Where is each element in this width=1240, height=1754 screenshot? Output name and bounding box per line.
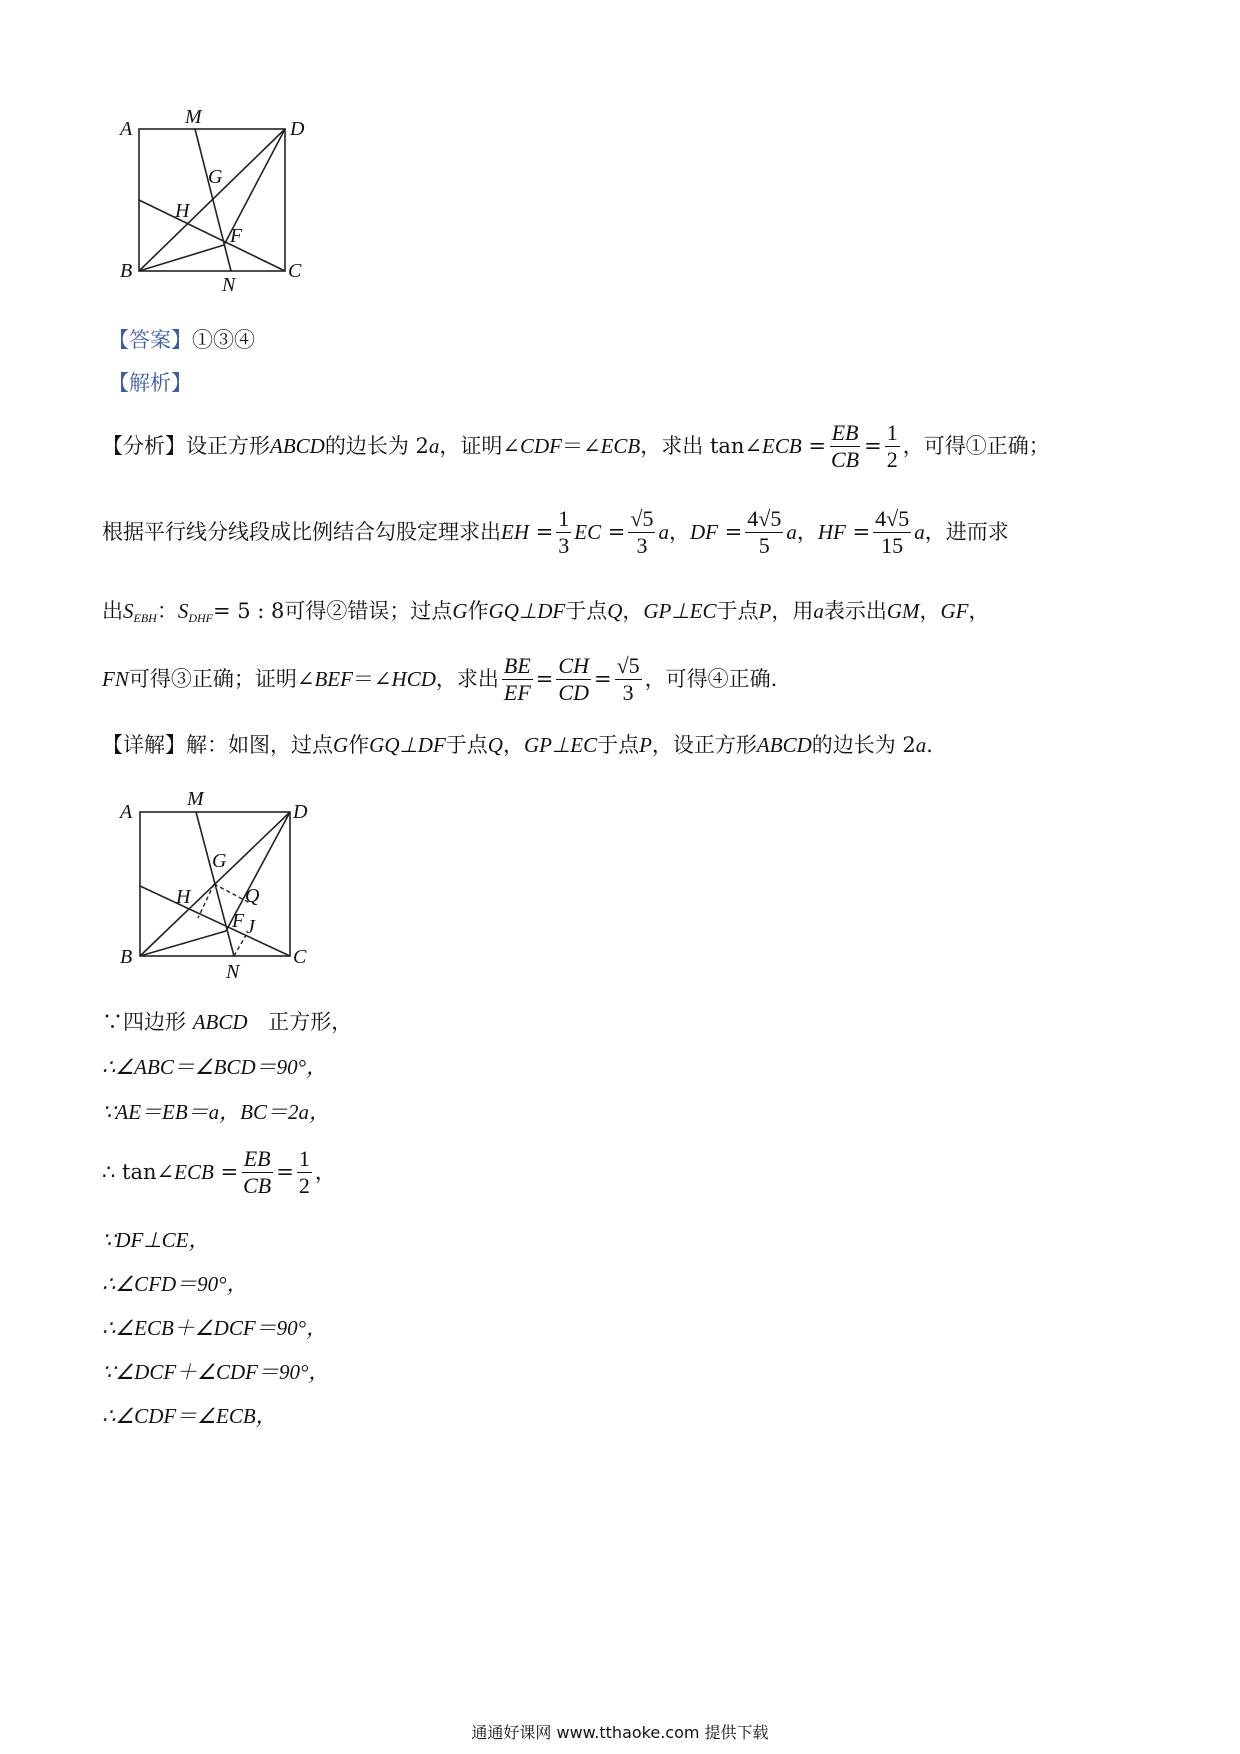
fenxi-tag: 【分析】: [102, 434, 186, 458]
text: P: [758, 598, 772, 623]
denominator: EF: [503, 680, 531, 705]
denominator: 3: [622, 680, 634, 705]
text: GM: [886, 598, 920, 623]
numerator: √5: [630, 506, 654, 531]
text: 可得②错误；过点: [284, 598, 453, 623]
label-H: H: [176, 886, 191, 908]
label-D: D: [293, 801, 308, 823]
numerator: EB: [243, 1146, 271, 1171]
text: ＝∠: [561, 434, 601, 458]
text: GF: [940, 598, 969, 623]
numerator: BE: [503, 653, 531, 678]
text: ，: [919, 598, 941, 623]
text: a: [428, 434, 440, 458]
text: ，进而求: [924, 520, 1009, 544]
text: ＝∠: [352, 667, 392, 691]
subscript: DHF: [188, 611, 213, 625]
text: EH: [501, 520, 529, 544]
text: GQ⊥DF: [369, 733, 446, 757]
text: 正方形，: [268, 1010, 353, 1034]
text: 于点: [716, 598, 759, 623]
text: ECB: [174, 1160, 214, 1184]
analysis-line-4: FN 可得③正确；证明∠ BEF ＝∠ HCD ，求出 $\frac{BE}{EF}$ = $\frac{CH}{CD}$ = $\frac{√5}{3}$ ，可得④正确.: [102, 653, 778, 705]
fraction: [615, 655, 642, 704]
fraction: [556, 655, 591, 704]
denominator: 3: [558, 533, 570, 558]
label-G: G: [212, 850, 227, 872]
text: ECB: [762, 434, 802, 458]
numerator: √5: [616, 653, 640, 678]
text: 可得③正确；证明∠: [128, 667, 315, 691]
text: 根据平行线分线段成比例结合勾股定理求出: [102, 520, 501, 544]
label-C: C: [293, 946, 307, 968]
text: ，: [796, 520, 818, 544]
text: FN: [102, 667, 129, 691]
text: 的边长为 2: [811, 733, 916, 757]
text: BEF: [314, 667, 353, 691]
denominator: 5: [758, 533, 770, 558]
step-7: ∴∠ECB＋∠DCF＝90°，: [102, 1316, 328, 1340]
text: a: [658, 520, 669, 544]
answer-line: [108, 330, 255, 351]
label-C: C: [288, 260, 302, 282]
text: HF: [817, 520, 846, 544]
text: ABCD: [756, 733, 812, 757]
text: HCD: [391, 667, 436, 691]
text: 作: [348, 733, 370, 757]
analysis-line-3: [102, 598, 990, 624]
analysis-tag: 【解析】: [108, 371, 192, 395]
text: ，: [622, 598, 644, 623]
fraction: [628, 508, 655, 557]
text: a: [786, 520, 797, 544]
fraction: [297, 1148, 312, 1197]
text: ，求出 tan∠: [640, 434, 763, 458]
text: a: [914, 520, 925, 544]
step-5: ∵DF⊥CE，: [102, 1228, 210, 1252]
denominator: 3: [636, 533, 648, 558]
numerator: EB: [831, 420, 859, 445]
text: 设正方形: [186, 434, 270, 458]
numerator: 1: [558, 506, 570, 531]
text: ：: [156, 598, 178, 623]
label-J: J: [246, 916, 255, 938]
text: ABCD: [270, 434, 325, 458]
denominator: 2: [298, 1173, 310, 1198]
label-M: M: [185, 106, 202, 128]
text: ，: [668, 520, 690, 544]
text: ，: [502, 733, 524, 757]
label-A: A: [120, 118, 133, 140]
text: DF: [689, 520, 718, 544]
fraction: [885, 422, 900, 471]
label-N: N: [226, 961, 240, 983]
step-8: ∵∠DCF＋∠CDF＝90°，: [102, 1360, 330, 1384]
text: 于点: [445, 733, 488, 757]
text: ∵四边形: [102, 1010, 186, 1034]
text: GQ⊥DF: [488, 598, 566, 623]
text: 于点: [597, 733, 640, 757]
fraction: [745, 508, 783, 557]
label-A: A: [120, 801, 133, 823]
figure-1-square-diagram: [110, 105, 360, 305]
text: ，可得①正确；: [902, 434, 1050, 458]
xiangjie-tag: 【详解】: [102, 733, 186, 757]
text: ECB: [600, 434, 641, 458]
text: a: [813, 598, 824, 623]
text: = 5 : 8: [213, 598, 285, 623]
denominator: 2: [886, 447, 898, 472]
fraction: [873, 508, 911, 557]
fraction: [241, 1148, 273, 1197]
text: CDF: [519, 434, 562, 458]
analysis-line-2: 根据平行线分线段成比例结合勾股定理求出 EH = $\frac{1}{3}$ EC = $\frac{√5}{3}$ a ， DF = $\frac{4√5}{5}$ a ， HF = $\frac{4√5}{15}$ a ，进而求: [102, 506, 1009, 558]
numerator: 4√5: [747, 506, 782, 531]
step-1: [102, 1012, 352, 1033]
subscript: EBH: [133, 611, 157, 625]
analysis-line-1: 【分析】 设正方形 ABCD 的边长为 2 a ，证明∠ CDF ＝∠ ECB ，求出 tan∠ ECB = $\frac{EB}{CB}$ = $\frac{1}{2}$ ，可得①正确；: [102, 420, 1050, 472]
text: ，求出: [435, 667, 499, 691]
label-B: B: [120, 260, 133, 282]
answer-tag: 【答案】: [108, 328, 192, 352]
label-D: D: [290, 118, 305, 140]
denominator: CB: [243, 1173, 272, 1198]
denominator: 15: [881, 533, 904, 558]
text: ABCD: [192, 1010, 248, 1034]
text: S: [177, 598, 189, 623]
text: ，用: [771, 598, 814, 623]
label-G: G: [208, 166, 223, 188]
text: S: [123, 598, 134, 623]
text: a: [915, 733, 927, 757]
fraction: [556, 508, 571, 557]
label-B: B: [120, 946, 133, 968]
text: G: [333, 733, 349, 757]
text: ，设正方形: [651, 733, 757, 757]
xiangjie-line: 【详解】 解：如图，过点 G 作 GQ⊥DF 于点 Q ， GP⊥EC 于点 P ，设正方形 ABCD 的边长为 2 a .: [102, 733, 933, 757]
label-M: M: [187, 788, 204, 810]
figure-2-square-diagram: [110, 785, 360, 985]
numerator: 4√5: [875, 506, 910, 531]
text: ∴ tan∠: [102, 1160, 175, 1184]
text: Q: [607, 598, 623, 623]
step-9: ∴∠CDF＝∠ECB，: [102, 1404, 277, 1428]
text: 的边长为 2: [324, 434, 429, 458]
numerator: 1: [298, 1146, 310, 1171]
text: 出: [102, 598, 123, 623]
label-F: F: [232, 910, 245, 932]
page-footer: 通通好课网 www.tthaoke.com 提供下载: [471, 1723, 769, 1742]
text: EC: [574, 520, 602, 544]
text: GP⊥EC: [523, 733, 598, 757]
text: ，证明∠: [439, 434, 520, 458]
label-F: F: [230, 225, 243, 247]
text: ，可得④正确.: [644, 667, 778, 691]
fraction: [502, 655, 533, 704]
label-N: N: [222, 274, 236, 296]
text: 于点: [565, 598, 608, 623]
step-3: ∵AE＝EB＝a，BC＝2a，: [102, 1100, 331, 1124]
label-H: H: [175, 200, 190, 222]
denominator: CD: [558, 680, 589, 705]
label-Q: Q: [245, 885, 260, 907]
numerator: CH: [558, 653, 589, 678]
text: ，: [968, 598, 990, 623]
text: P: [639, 733, 652, 757]
answer-value: ①③④: [192, 328, 255, 352]
step-2: ∴∠ABC＝∠BCD＝90°，: [102, 1055, 328, 1079]
text: 解：如图，过点: [186, 733, 333, 757]
text: G: [452, 598, 468, 623]
denominator: CB: [830, 447, 860, 472]
text: Q: [487, 733, 503, 757]
text: 表示出: [823, 598, 887, 623]
fraction: [829, 422, 861, 471]
step-4: ∴ tan∠ ECB = $\frac{EB}{CB}$ = $\frac{1}{2}$ ，: [102, 1146, 336, 1198]
text: GP⊥EC: [643, 598, 717, 623]
text: 作: [467, 598, 489, 623]
step-6: ∴∠CFD＝90°，: [102, 1272, 248, 1296]
numerator: 1: [886, 420, 898, 445]
